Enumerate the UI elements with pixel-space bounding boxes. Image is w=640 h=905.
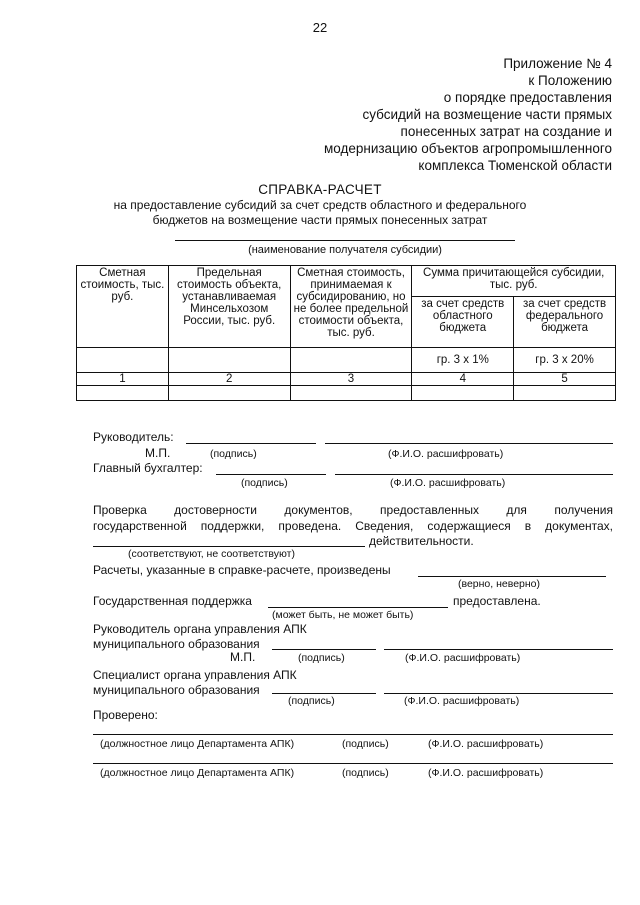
fio-caption: (Ф.И.О. расшифровать) [428,767,544,779]
support-end: предоставлена. [453,594,541,608]
signature-caption: (подпись) [210,448,257,460]
fio-caption: (Ф.И.О. расшифровать) [390,477,506,489]
conform-field[interactable] [93,546,365,547]
support-text: Государственная поддержка [93,594,252,608]
signature-caption: (подпись) [241,477,288,489]
apk-spec-signature-line[interactable] [272,693,376,694]
appendix-line: модернизацию объектов агропромышленного [323,141,612,156]
support-field[interactable] [268,607,448,608]
appendix-line: о порядке предоставления [443,90,612,105]
head-signature-line[interactable] [186,443,316,444]
appendix-header [252,55,612,174]
checked-line-1[interactable] [93,734,613,735]
header-federal-budget: за счет средств федерального бюджета [514,297,616,348]
appendix-line: Приложение № 4 [503,56,612,71]
verification-line-3: действительности. [369,534,474,548]
apk-head-line-2: муниципального образования [93,637,260,651]
appendix-line: комплекса Тюменской области [418,158,612,173]
head-label: Руководитель: [93,430,174,444]
column-number: 2 [168,373,290,386]
formula-federal: гр. 3 х 20% [514,348,616,373]
fio-caption: (Ф.И.О. расшифровать) [388,448,504,460]
empty-cell [290,348,412,373]
appendix-line: к Положению [528,73,612,88]
official-caption: (должностное лицо Департамента АПК) [100,767,295,779]
calc-text: Расчеты, указанные в справке-расчете, произведены [93,563,391,577]
checked-label: Проверено: [93,708,158,722]
apk-spec-line-2: муниципального образования [93,683,260,697]
data-cell[interactable] [77,386,169,401]
column-number: 3 [290,373,412,386]
apk-head-signature-line[interactable] [272,649,376,650]
apk-head-line-1: Руководитель органа управления АПК [93,622,307,636]
conform-caption: (соответствуют, не соответствуют) [128,548,295,560]
header-subsidy-sum: Сумма причитающейся субсидии, тыс. руб. [412,266,616,297]
empty-cell [77,348,169,373]
accountant-signature-line[interactable] [216,474,326,475]
fio-caption: (Ф.И.О. расшифровать) [428,738,544,750]
data-cell[interactable] [412,386,514,401]
calculation-table [76,265,616,401]
header-accepted-cost: Сметная стоимость, принимаемая к субсидированию, но не более предельной стоимости объекта, тыс. руб. [290,266,412,348]
column-number: 1 [77,373,169,386]
recipient-field[interactable] [175,240,515,241]
apk-head-fio-line[interactable] [384,649,613,650]
data-cell[interactable] [290,386,412,401]
verification-line-1: Проверка достоверности документов, предоставленных для получения [93,503,613,517]
page-number: 22 [312,20,328,35]
checked-line-2[interactable] [93,763,613,764]
signature-caption: (подпись) [342,738,389,750]
signature-caption: (подпись) [288,695,335,707]
apk-spec-fio-line[interactable] [384,693,613,694]
apk-spec-line-1: Специалист органа управления АПК [93,668,297,682]
calc-field[interactable] [418,576,606,577]
empty-cell [168,348,290,373]
formula-regional: гр. 3 х 1% [412,348,514,373]
maybe-caption: (может быть, не может быть) [272,609,414,621]
fio-caption: (Ф.И.О. расшифровать) [404,695,520,707]
stamp-label: М.П. [145,446,171,460]
data-cell[interactable] [168,386,290,401]
column-number: 5 [514,373,616,386]
subtitle-line: бюджетов на возмещение части прямых понесенных затрат [152,213,488,227]
appendix-line: субсидий на возмещение части прямых [362,107,612,122]
chief-accountant-label: Главный бухгалтер: [93,461,203,475]
verification-line-2: государственной поддержки, проведена. Сведения, содержащиеся в документах, [93,519,613,533]
correct-caption: (верно, неверно) [458,578,541,590]
subtitle-line: на предоставление субсидий за счет средств областного и федерального [113,198,527,212]
header-max-cost: Предельная стоимость объекта, устанавливаемая Минсельхозом России, тыс. руб. [168,266,290,348]
header-estimated-cost: Сметная стоимость, тыс. руб. [77,266,169,348]
appendix-line: понесенных затрат на создание и [400,124,612,139]
fio-caption: (Ф.И.О. расшифровать) [405,652,521,664]
signature-caption: (подпись) [298,652,345,664]
document-title: СПРАВКА-РАСЧЕТ [258,182,382,197]
recipient-caption: (наименование получателя субсидии) [248,244,442,256]
stamp-label: М.П. [230,650,256,664]
header-regional-budget: за счет средств областного бюджета [412,297,514,348]
accountant-fio-line[interactable] [335,474,613,475]
signature-caption: (подпись) [342,767,389,779]
column-number: 4 [412,373,514,386]
data-cell[interactable] [514,386,616,401]
head-fio-line[interactable] [325,443,613,444]
official-caption: (должностное лицо Департамента АПК) [100,738,295,750]
document-subtitle [100,198,540,228]
